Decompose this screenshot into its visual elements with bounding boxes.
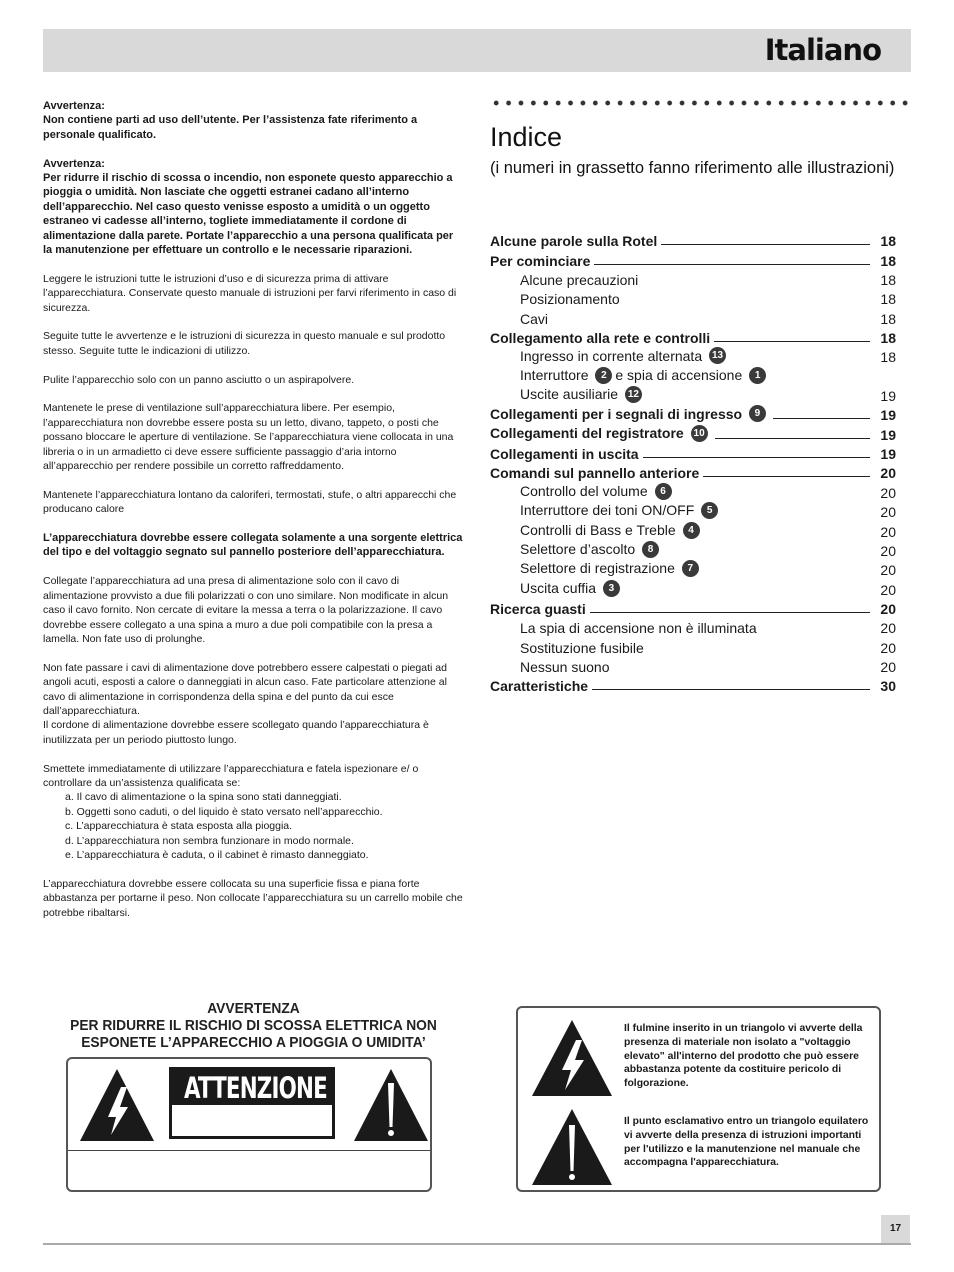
warning-paragraph-2 — [43, 157, 464, 258]
toc-entry-label — [490, 560, 702, 578]
toc-page-number: 20 — [880, 523, 896, 540]
toc-entry-text: Interruttore — [520, 366, 589, 383]
instruction-paragraph: Leggere le istruzioni tutte le istruzioni d’uso e di sicurezza prima di attivare l’apparecchiatura. Conservate questo manuale di istruzioni per farvi riferimento in caso di sicurezza. — [43, 272, 457, 314]
toc-entry-label — [490, 330, 710, 346]
toc-entry-text: Collegamento alla rete e controlli — [490, 330, 711, 347]
instruction-paragraph: Non fate passare i cavi di alimentazione dove potrebbero essere calpestati o piegati ad angoli acuti, esposti a calore o danneggiati in alcun caso. Fate particolare attenzione al cavo di alimentazione in corrispondenza della spina e del punto da cui esce dall’apparecchiatura. — [43, 661, 447, 717]
toc-entry — [490, 288, 896, 307]
figure-number-badge: 1 — [749, 367, 766, 384]
toc-entry-label — [490, 272, 638, 288]
toc-leader-line — [643, 457, 870, 458]
instruction-paragraph: L’apparecchiatura dovrebbe essere collocata su una superficie fissa e piana forte abbastanza per portarne il peso. Non collocate l’apparecchiatura su un carrello mobile che potrebbe ribaltarsi. — [43, 877, 463, 919]
toc-page-number: 19 — [880, 388, 896, 405]
toc-page-number: 20 — [880, 542, 896, 559]
toc-entry-label — [490, 291, 620, 307]
page-title: Italiano — [764, 33, 881, 67]
toc-entry — [490, 365, 896, 384]
toc-entry — [490, 269, 896, 288]
toc-leader-line — [714, 341, 870, 342]
dotted-divider — [490, 99, 912, 107]
exclamation-triangle-icon — [530, 1107, 614, 1187]
toc-entry-label — [490, 620, 757, 636]
toc-leader-line — [715, 438, 870, 439]
toc-entry-text: La spia di accensione non è illuminata — [520, 620, 757, 637]
toc-entry — [490, 578, 896, 597]
figure-number-badge: 10 — [691, 425, 708, 442]
warning-body-1: Non contiene parti ad uso dell’utente. Per l’assistenza fate riferimento a personale qualificato. — [43, 114, 418, 141]
toc-leader-line — [773, 418, 870, 419]
toc-entry-label — [490, 580, 623, 598]
figure-number-badge: 6 — [655, 483, 672, 500]
toc-entry — [490, 327, 896, 346]
toc-entry — [490, 559, 896, 578]
toc-page-number: 20 — [880, 484, 896, 501]
toc-leader-line — [592, 689, 870, 690]
toc-entry-text: Uscite ausiliarie — [520, 386, 619, 403]
toc-entry-text: Controllo del volume — [520, 483, 648, 500]
toc-entry — [490, 385, 896, 404]
toc-entry — [490, 230, 896, 249]
lightning-triangle-icon — [78, 1067, 156, 1143]
toc-entry-text: Selettore d’ascolto — [520, 541, 636, 558]
toc-entry-label — [490, 522, 703, 540]
toc-page-number: 20 — [880, 620, 896, 637]
figure-number-badge: 7 — [682, 560, 699, 577]
list-item: c. L’apparecchiatura è stata esposta alla pioggia. — [65, 820, 293, 833]
toc-page-number: 20 — [880, 504, 896, 521]
warning-heading — [60, 1000, 447, 1051]
toc-entry — [490, 520, 896, 539]
toc-entry-text: Posizionamento — [520, 291, 620, 308]
toc-entry-text: Uscita cuffia — [520, 579, 596, 596]
warning-paragraph-1 — [43, 99, 464, 142]
toc-entry — [490, 346, 896, 365]
list-item: d. L’apparecchiatura non sembra funzionare in modo normale. — [65, 834, 354, 847]
toc-entry-label — [490, 253, 590, 269]
lightning-explanation: Il fulmine inserito in un triangolo vi avverte della presenza di materiale non isolato a "voltaggio elevato" all'interno del prodotto che può essere abbastanza potente da costituire pericolo di folgorazione. — [624, 1023, 863, 1090]
lightning-triangle-icon — [530, 1018, 614, 1098]
toc-entry-text: Cavi — [520, 310, 549, 327]
toc-subtitle: (i numeri in grassetto fanno riferimento alle illustrazioni) — [490, 159, 895, 177]
toc-page-number: 18 — [880, 310, 896, 327]
toc-entry-text: Collegamenti del registratore — [490, 424, 684, 441]
toc-entry-label — [490, 425, 711, 443]
toc-entry-text: e spia di accensione — [615, 366, 743, 383]
toc-entry-label — [490, 367, 769, 385]
toc-entry-label — [490, 465, 699, 481]
warning-heading-line: AVVERTENZA — [207, 1000, 300, 1017]
toc-entry-text: Alcune parole sulla Rotel — [490, 233, 658, 250]
figure-number-badge: 5 — [701, 502, 718, 519]
caution-label-blank — [172, 1105, 332, 1136]
toc-page-number: 18 — [880, 252, 896, 269]
toc-entry — [490, 617, 896, 636]
toc-entry — [490, 636, 896, 655]
list-item: e. L’apparecchiatura è caduta, o il cabinet è rimasto danneggiato. — [65, 848, 369, 861]
toc-entry-text: Caratteristiche — [490, 678, 589, 695]
exclamation-triangle-icon — [352, 1067, 430, 1143]
instruction-paragraph: Mantenete l’apparecchiatura lontano da caloriferi, termostati, stufe, o altri apparecchi che producano calore — [43, 488, 457, 516]
toc-entry-label — [490, 640, 644, 656]
figure-number-badge: 12 — [625, 386, 642, 403]
warning-body-2: Per ridurre il rischio di scossa o incendio, non esponete questo apparecchio a pioggia o umidità. Non lasciate che oggetti estranei cadano all’interno dell’apparecchio. Nel caso questo venisse esposto a umidità o un oggetto estraneo vi cadesse all’interno, togliete immediatamente il cordone di alimentazione dalla parete. Portate l’apparecchio a una persona qualificata per la manutenzione per effettuare un controllo e le necessarie riparazioni. — [43, 172, 454, 257]
toc-entry-label — [490, 386, 645, 404]
toc-entry-text: Nessun suono — [520, 658, 610, 675]
toc-entry-label — [490, 659, 610, 675]
table-of-contents — [490, 230, 896, 694]
toc-entry — [490, 307, 896, 326]
list-item: a. Il cavo di alimentazione o la spina sono stati danneggiati. — [65, 791, 342, 804]
toc-entry-label — [490, 502, 721, 520]
instruction-paragraph: Pulite l’apparecchio solo con un panno asciutto o un aspirapolvere. — [43, 373, 355, 386]
toc-entry-label — [490, 311, 548, 327]
figure-number-badge: 3 — [603, 580, 620, 597]
list-item: b. Oggetti sono caduti, o del liquido è stato versato nell’apparecchio. — [65, 805, 383, 818]
toc-entry-label — [490, 483, 675, 501]
toc-page-number: 18 — [880, 330, 896, 347]
toc-entry-text: Collegamenti per i segnali di ingresso — [490, 405, 743, 422]
toc-entry — [490, 404, 896, 423]
caution-label — [169, 1067, 335, 1139]
instruction-paragraph: Collegate l’apparecchiatura ad una presa di alimentazione solo con il cavo di alimentazione provvisto a due fili polarizzati o con uno similare. Non modificate in alcun caso il cavo fornito. Non cercate di evitare la messa a terra o la polarizzazione. Il cavo dovrebbe essere collegato a una spina a muro a due poli compatibile con la presa a lamella. Non fate uso di prolunghe. — [43, 575, 449, 645]
toc-leader-line — [594, 264, 870, 265]
warning-title-1: Avvertenza: — [43, 100, 105, 112]
figure-number-badge: 8 — [642, 541, 659, 558]
toc-entry-label — [490, 601, 586, 617]
toc-entry-label — [490, 348, 729, 366]
toc-entry — [490, 675, 896, 694]
toc-entry-text: Ricerca guasti — [490, 600, 586, 617]
safety-instructions — [43, 99, 464, 934]
toc-page-number: 20 — [880, 600, 896, 617]
toc-entry — [490, 598, 896, 617]
toc-page-number: 18 — [880, 349, 896, 366]
caution-label-box — [66, 1057, 432, 1192]
toc-entry-label — [490, 406, 769, 424]
toc-page-number: 30 — [880, 678, 896, 695]
toc-entry — [490, 656, 896, 675]
toc-page-number: 20 — [880, 581, 896, 598]
toc-page-number: 19 — [880, 426, 896, 443]
toc-entry-label — [490, 233, 657, 249]
toc-entry-label — [490, 541, 662, 559]
footer-divider — [43, 1243, 911, 1245]
toc-entry — [490, 443, 896, 462]
caution-label-text: ATTENZIONE — [183, 1071, 327, 1105]
toc-entry — [490, 423, 896, 442]
toc-entry-text: Ingresso in corrente alternata — [520, 347, 703, 364]
toc-page-number: 20 — [880, 562, 896, 579]
toc-page-number: 18 — [880, 272, 896, 289]
toc-leader-line — [590, 612, 870, 613]
toc-entry-text: Collegamenti in uscita — [490, 446, 639, 463]
toc-title: Indice — [490, 122, 563, 152]
toc-page-number: 19 — [880, 446, 896, 463]
figure-number-badge: 9 — [749, 405, 766, 422]
figure-number-badge: 13 — [709, 347, 726, 364]
instruction-paragraph: Seguite tutte le avvertenze e le istruzioni di sicurezza in questo manuale e sul prodotto stesso. Seguite tutte le indicazioni di utilizzo. — [43, 330, 446, 357]
header-bar — [43, 29, 911, 72]
exclamation-explanation: Il punto esclamativo entro un triangolo equilatero vi avverte della presenza di istruzioni importanti per l'utilizzo e la manutenzione nel manuale che accompagna l'apparecchiatura. — [624, 1116, 869, 1169]
toc-entry — [490, 462, 896, 481]
toc-entry-text: Per cominciare — [490, 252, 591, 269]
instruction-paragraph: Smettete immediatamente di utilizzare l’apparecchiatura e fatela ispezionare e/ o controllare da un’assistenza qualificata se: — [43, 762, 419, 789]
toc-entry-label — [490, 678, 588, 694]
toc-page-number: 18 — [880, 291, 896, 308]
toc-leader-line — [661, 244, 870, 245]
toc-entry-text: Sostituzione fusibile — [520, 639, 644, 656]
figure-number-badge: 4 — [683, 522, 700, 539]
toc-entry — [490, 540, 896, 559]
toc-page-number: 20 — [880, 465, 896, 482]
warning-heading-line: ESPONETE L’APPARECCHIO A PIOGGIA O UMIDITA’ — [81, 1034, 426, 1051]
toc-page-number: 18 — [880, 233, 896, 250]
toc-leader-line — [703, 476, 870, 477]
toc-entry-text: Alcune precauzioni — [520, 272, 639, 289]
toc-entry-label — [490, 446, 639, 462]
divider — [68, 1150, 430, 1151]
toc-page-number: 20 — [880, 658, 896, 675]
toc-entry — [490, 249, 896, 268]
symbol-explanation-box — [516, 1006, 881, 1192]
toc-page-number: 19 — [880, 407, 896, 424]
toc-entry-text: Comandi sul pannello anteriore — [490, 465, 700, 482]
page-number: 17 — [881, 1215, 910, 1243]
toc-page-number: 20 — [880, 639, 896, 656]
warning-heading-line: PER RIDURRE IL RISCHIO DI SCOSSA ELETTRICA NON — [70, 1017, 437, 1034]
instruction-paragraph-bold: L’apparecchiatura dovrebbe essere collegata solamente a una sorgente elettrica del tipo e del voltaggio segnato sul pannello posteriore dell’apparecchiatura. — [43, 532, 463, 559]
toc-entry — [490, 501, 896, 520]
instruction-paragraph: Il cordone di alimentazione dovrebbe essere scollegato quando l’apparecchiatura è inutilizzata per un periodo piuttosto lungo. — [43, 719, 429, 746]
warning-title-2: Avvertenza: — [43, 157, 105, 170]
toc-entry-text: Selettore di registrazione — [520, 560, 675, 577]
instruction-paragraph: Mantenete le prese di ventilazione sull’apparecchiatura libere. Per esempio, l’apparecchiatura non dovrebbe essere posta su un letto, divano, tappeto, o posti che possano bloccare le aperture di ventilazione. Se l’apparecchiatura viene collocata in una libreria o in un armadietto ci deve essere sufficiente passaggio d’aria intorno all’apparecchio per rendere possibile un corretto raffreddamento. — [43, 402, 454, 473]
toc-entry-text: Interruttore dei toni ON/OFF — [520, 502, 695, 519]
toc-entry-text: Controlli di Bass e Treble — [520, 521, 676, 538]
toc-entry — [490, 481, 896, 500]
figure-number-badge: 2 — [595, 367, 612, 384]
